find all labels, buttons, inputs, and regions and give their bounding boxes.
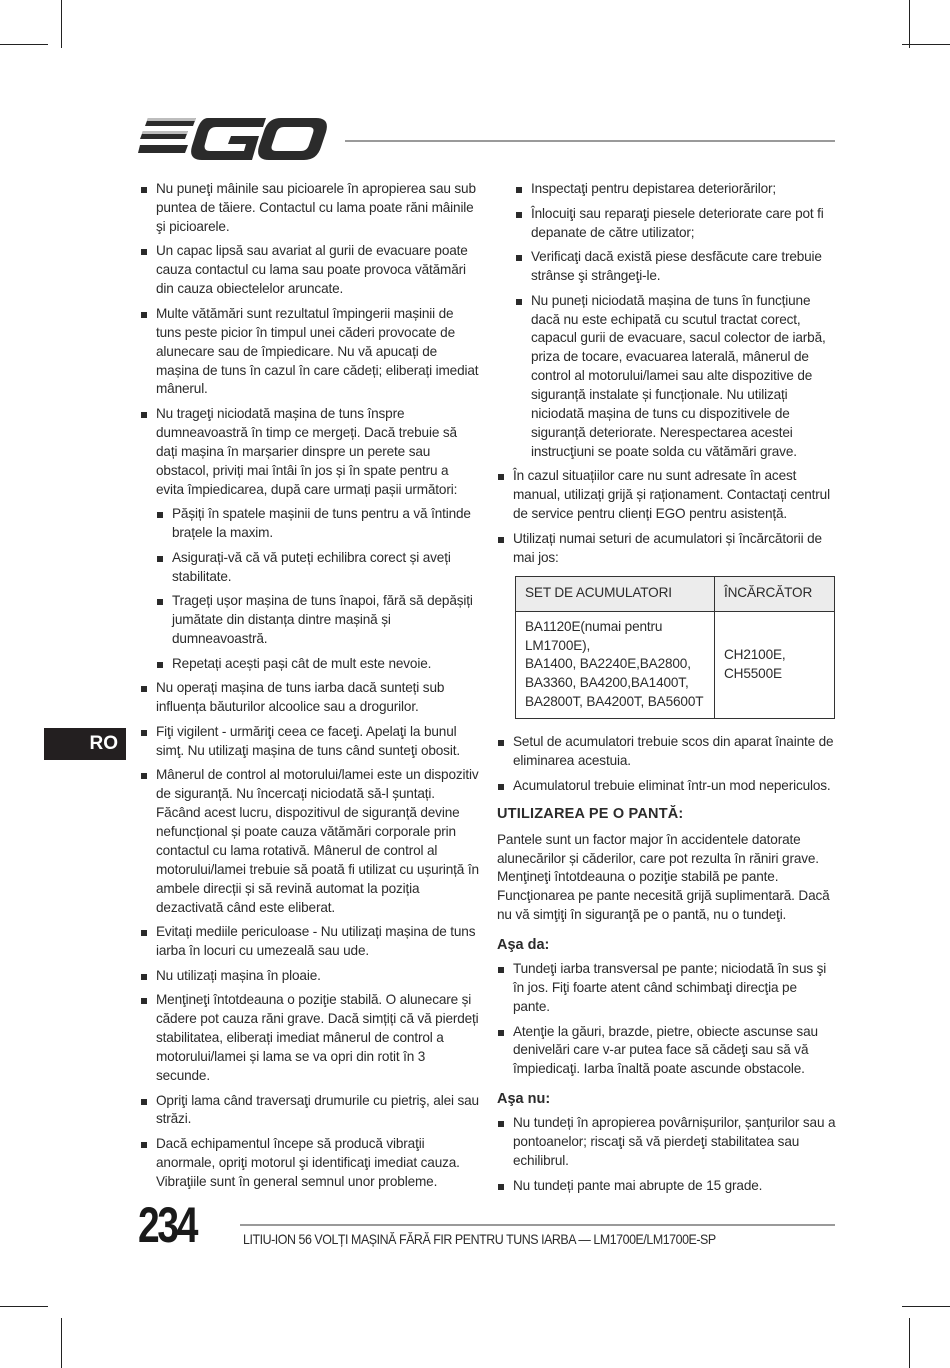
battery-charger-table bbox=[515, 576, 835, 720]
list-item: Mânerul de control al motorului/lamei este un dispozitiv de siguranță. Nu încercați niciodată să-l șuntați. Făcând acest lucru, dispozitivul de siguranță devine nefuncțional și poate cauza vătămări corporale prin contactul cu lama rotativă. Mânerul de control al motorului/lamei trebuie să poată fi utilizat cu ușurință în ambele direcții și să revină automat la poziția dezactivată când este eliberat. bbox=[140, 766, 480, 917]
crop-mark bbox=[61, 1318, 62, 1368]
footer-rule bbox=[240, 1224, 835, 1226]
list-item: Utilizați numai seturi de acumulatori și încărcătorii de mai jos: bbox=[497, 530, 837, 568]
table-header-row bbox=[516, 576, 835, 611]
sub-list-item: Verificaţi dacă există piese desfăcute care trebuie strânse şi strângeţi-le. bbox=[515, 248, 837, 286]
right-column bbox=[497, 180, 837, 1201]
list-item: Nu tundeți în apropierea povârnișurilor, șanțurilor sau a pontoanelor; riscaţi să vă pierdeţi stabilitatea sau echilibrul. bbox=[497, 1114, 837, 1171]
section-heading: UTILIZAREA PE O PANTĂ: bbox=[497, 805, 684, 822]
sub-list-item: Repetați acești pași cât de mult este nevoie. bbox=[156, 655, 480, 674]
list-item: Nu tundeți pante mai abrupte de 15 grade. bbox=[497, 1177, 837, 1196]
list-item: Nu puneţi mâinile sau picioarele în apropierea sau sub puntea de tăiere. Contactul cu lama poate răni mâinile şi picioarele. bbox=[140, 180, 480, 237]
crop-mark bbox=[0, 44, 48, 45]
list-item: Nu utilizați mașina în ploaie. bbox=[140, 967, 480, 986]
footer-title: LITIU-ION 56 VOLȚI MAȘINĂ FĂRĂ FIR PENTRU TUNS IARBA — LM1700E/LM1700E-SP bbox=[243, 1232, 716, 1247]
list-item: În cazul situațiilor care nu sunt adresate în acest manual, utilizați grijă și raționament. Contactați centrul de service pentru clienți EGO pentru asistență. bbox=[497, 467, 837, 524]
list-item: Tundeţi iarba transversal pe pante; niciodată în sus şi în jos. Fiţi foarte atent când schimbaţi direcţia pe pante. bbox=[497, 960, 837, 1017]
list-item: Dacă echipamentul începe să producă vibraţii anormale, opriţi motorul şi identificaţi imediat cauza. Vibraţiile sunt în general semnul unor probleme. bbox=[140, 1135, 480, 1192]
do-heading: Aşa da: bbox=[497, 937, 550, 954]
crop-mark bbox=[902, 1306, 950, 1307]
left-column bbox=[140, 180, 480, 1197]
battery-models-cell: BA1120E(numai pentru LM1700E), BA1400, BA2240E,BA2800, BA3360, BA4200,BA1400T, BA2800T, BA4200T, BA5600T bbox=[516, 611, 715, 719]
section-intro: Pantele sunt un factor major în accidentele datorate alunecărilor și căderilor, care pot rezulta în răniri grave. Menţineţi întotdeauna o poziţie stabilă pe pante. Funcţionarea pe pante necesită grijă suplimentară. Dacă nu vă simţiţi în siguranţă pe o pantă, nu o tundeţi. bbox=[497, 831, 830, 923]
table-header-cell: SET DE ACUMULATORI bbox=[516, 576, 715, 611]
table-row bbox=[516, 611, 835, 719]
ego-logo bbox=[138, 118, 328, 162]
language-tab: RO bbox=[44, 728, 126, 760]
list-item: Acumulatorul trebuie eliminat într-un mod nepericulos. bbox=[497, 777, 837, 796]
sub-list-item: Asigurați-vă că vă puteți echilibra corect și aveți stabilitate. bbox=[156, 549, 480, 587]
sub-list-item: Trageți ușor mașina de tuns înapoi, fără să depășiți jumătate din distanța dintre mașină și dumneavoastră. bbox=[156, 592, 480, 649]
crop-mark bbox=[61, 0, 62, 48]
header-rule bbox=[345, 140, 835, 142]
dont-heading: Aşa nu: bbox=[497, 1091, 551, 1108]
page-number: 234 bbox=[138, 1197, 197, 1253]
list-item: Opriţi lama când traversaţi drumurile cu pietriş, alei sau străzi. bbox=[140, 1092, 480, 1130]
crop-mark bbox=[0, 1306, 48, 1307]
sub-list-item: Înlocuiţi sau reparaţi piesele deteriorate care pot fi depanate de către utilizator; bbox=[515, 205, 837, 243]
list-item: Un capac lipsă sau avariat al gurii de evacuare poate cauza contactul cu lama sau poate provoca vătămări din cauza obiectelelor aruncate. bbox=[140, 242, 480, 299]
charger-models-cell: CH2100E, CH5500E bbox=[715, 611, 835, 719]
list-item: Multe vătămări sunt rezultatul împingerii mașinii de tuns peste picior în timpul unei căderi provocate de alunecare sau de împiedicare. Nu vă apucați de mașina de tuns în cazul în care cădeți; eliberați imediat mânerul. bbox=[140, 305, 480, 400]
list-item: Fiţi vigilent - urmăriţi ceea ce faceţi. Apelaţi la bunul simţ. Nu utilizaţi mașina de tuns când sunteţi obosit. bbox=[140, 723, 480, 761]
table-header-cell: ÎNCĂRCĂTOR bbox=[715, 576, 835, 611]
crop-mark bbox=[909, 1318, 910, 1368]
sub-list-item: Nu puneți niciodată mașina de tuns în funcțiune dacă nu este echipată cu scutul tractat corect, capacul gurii de evacuare, sacul colector de iarbă, priza de tocare, evacuarea laterală, mânerul de control al motorului/lamei sau alte dispozitive de siguranță instalate și funcționale. Nu utilizați niciodată mașina de tuns cu dispozitivele de siguranță deteriorate. Nerespectarea acestei instrucţiuni se poate solda cu vătămări grave. bbox=[515, 292, 837, 462]
list-item: Nu trageţi niciodată mașina de tuns înspre dumneavoastră în timp ce mergeți. Dacă trebuie să dați mașina în marșarier dinspre un perete sau obstacol, priviți mai întâi în jos și în spate pentru a evita împiedicarea, după care urmați pașii următori: bbox=[140, 405, 480, 500]
sub-list-item: Inspectaţi pentru depistarea deteriorărilor; bbox=[515, 180, 837, 199]
list-item: Menţineţi întotdeauna o poziţie stabilă. O alunecare și cădere pot cauza răni grave. Dacă simțiți că vă pierdeți stabilitatea, eliberați imediat mânerul de control a motorului/lamei și lama se va opri din rotit în 3 secunde. bbox=[140, 991, 480, 1086]
list-item: Evitați mediile periculoase - Nu utilizați mașina de tuns iarba în locuri cu umezeală sau ude. bbox=[140, 923, 480, 961]
crop-mark bbox=[909, 0, 910, 48]
list-item: Atenţie la găuri, brazde, pietre, obiecte ascunse sau denivelări care v-ar putea face să cădeţi sau să vă împiedicaţi. Iarba înaltă poate ascunde obstacole. bbox=[497, 1023, 837, 1080]
list-item: Nu operați mașina de tuns iarba dacă sunteți sub influența băuturilor alcoolice sau a drogurilor. bbox=[140, 679, 480, 717]
list-item: Setul de acumulatori trebuie scos din aparat înainte de eliminarea acestuia. bbox=[497, 733, 837, 771]
sub-list-item: Pășiți în spatele mașinii de tuns pentru a vă întinde brațele la maxim. bbox=[156, 505, 480, 543]
